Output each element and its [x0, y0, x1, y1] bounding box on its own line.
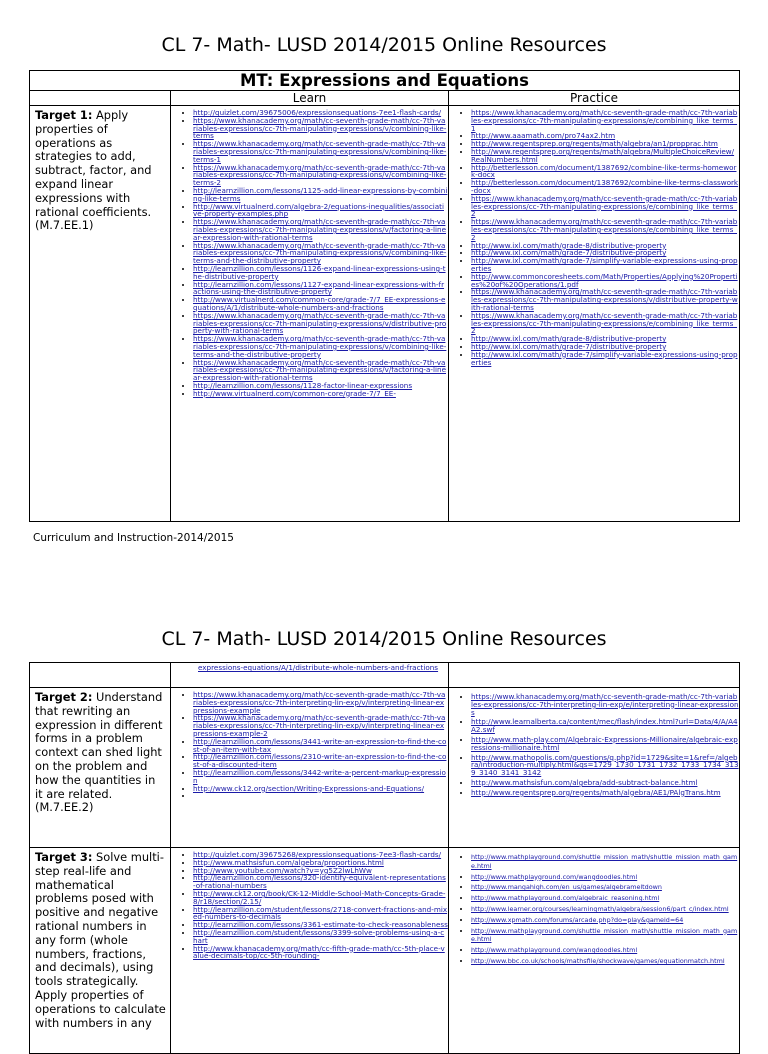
list-item — [471, 718, 739, 734]
target-2-description — [30, 688, 171, 848]
list-item — [471, 179, 739, 195]
list-item — [193, 187, 448, 203]
list-item — [471, 927, 739, 945]
link[interactable]: http://www.mangahigh.com/en_us/games/algebrameltdown — [471, 883, 662, 892]
list-item — [193, 265, 448, 281]
link[interactable]: http://www.virtualnerd.com/algebra-2/equations-inequalities/associative-property-examples.php — [193, 201, 444, 219]
target-text: Apply properties of operations as strategies to add, subtract, factor, and expand linear expressions with rational coefficients. (M.7.EE.1) — [35, 108, 152, 233]
list-item — [193, 164, 448, 187]
list-item — [193, 203, 448, 219]
link[interactable]: https://www.khanacademy.org/math/cc-seventh-grade-math/cc-7th-variables-expressions/cc-7th-manipulating-expressions/v/combining-like-terms — [193, 115, 447, 141]
link[interactable]: expressions-equations/A/1/distribute-whole-numbers-and-fractions — [198, 663, 439, 672]
link[interactable]: https://www.khanacademy.org/math/cc-seventh-grade-math/cc-7th-variables-expressions/cc-7th-manipulating-expressions/v/combining-like-terms-2 — [193, 162, 447, 188]
link[interactable]: http://www.mathsisfun.com/algebra/add-subtract-balance.html — [471, 777, 698, 787]
link[interactable]: https://www.khanacademy.org/math/cc-seventh-grade-math/cc-7th-variables-expressions/cc-7th-interpreting-lin-exp/v/interpreting-linear-expressions-example-2 — [193, 713, 446, 738]
link[interactable]: http://www.xpmath.com/forums/arcade.php?do=play&gameid=64 — [471, 915, 684, 924]
link[interactable]: http://www.khanacademy.org/math/cc-fifth-grade-math/cc-5th-place-value-decimals-top/cc-5th-rounding- — [193, 943, 445, 961]
list-item — [471, 736, 739, 752]
link[interactable]: http://www.mathplayground.com/shuttle_mission_math/shuttle_mission_math_game.html — [471, 853, 738, 870]
link[interactable]: http://www.mathplayground.com/wangdoodles.html — [471, 872, 638, 881]
list-item — [193, 390, 448, 398]
link[interactable]: http://www.bbc.co.uk/schools/mathsfile/shockwave/games/equationmatch.html — [471, 956, 725, 965]
list-item — [471, 946, 739, 955]
page-footer: Curriculum and Instruction-2014/2015 — [33, 532, 234, 544]
link[interactable]: http://www.ixl.com/math/grade-7/distributive-property — [471, 248, 667, 258]
list-item — [193, 714, 448, 737]
list-item — [193, 738, 448, 754]
list-item — [193, 359, 448, 382]
page-title: CL 7- Math- LUSD 2014/2015 Online Resources — [161, 628, 607, 650]
resources-table — [29, 70, 740, 522]
link[interactable]: http://learnzillion.com/lessons/3442-write-a-percent-markup-expression — [193, 767, 446, 785]
list-item — [471, 957, 739, 966]
link[interactable]: https://www.khanacademy.org/math/cc-seventh-grade-math/cc-7th-variables-expressions/cc-7th-manipulating-expressions/e/combining_like_terms_2 — [471, 310, 738, 336]
learn-link-list — [171, 109, 448, 397]
list-item — [471, 195, 739, 218]
section-heading: MT: Expressions and Equations — [30, 71, 740, 91]
link[interactable]: http://www.ck12.org/section/Writing-Expressions-and-Equations/ — [193, 783, 425, 793]
target-text: Solve multi-step real-life and mathematical problems posed with positive and negative rational numbers in any form (whole numbers, fractions, and decimals), using tools strategically. Apply properties of operations to calculate with numbers in any — [35, 850, 166, 1030]
link[interactable]: http://www.ixl.com/math/grade-7/simplify-variable-expressions-using-properties — [471, 256, 738, 273]
list-item — [471, 148, 739, 164]
learn-link-list — [171, 851, 448, 960]
list-item — [193, 281, 448, 297]
target-label: Target 2: — [35, 690, 93, 704]
link[interactable]: http://www.learner.org/courses/learningmath/algebra/session6/part_c/index.html — [471, 904, 729, 913]
link[interactable]: http://www.aaamath.com/pro74ax2.htm — [471, 131, 616, 141]
list-item — [471, 873, 739, 882]
list-item — [471, 693, 739, 716]
link[interactable]: https://www.khanacademy.org/math/cc-seventh-grade-math/cc-7th-variables-expressions/cc-7th-manipulating-expressions/v/distributive-property-with-rational-terms — [193, 310, 447, 336]
link[interactable]: http://learnzillion.com/student/lessons/3399-solve-problems-using-a-chart — [193, 927, 445, 945]
link[interactable]: http://quizlet.com/39675268/expressionsequations-7ee3-flash-cards/ — [193, 850, 442, 859]
list-item — [193, 242, 448, 265]
link[interactable]: http://www.regentsprep.org/regents/math/algebra/AE1/PAlgTrans.htm — [471, 787, 721, 797]
target-1-description — [30, 106, 171, 522]
list-item — [471, 351, 739, 367]
list-item — [193, 296, 448, 312]
list-item — [471, 883, 739, 892]
list-item — [193, 769, 448, 785]
page-title: CL 7- Math- LUSD 2014/2015 Online Resources — [161, 34, 607, 56]
resources-table — [29, 662, 740, 1054]
link[interactable]: https://www.khanacademy.org/math/cc-seventh-grade-math/cc-7th-variables-expressions/cc-7th-manipulating-expressions/v/distributive-property-with-rational-terms — [471, 287, 738, 312]
list-item — [193, 929, 448, 945]
list-item — [471, 257, 739, 273]
list-item — [471, 905, 739, 914]
list-item — [193, 117, 448, 140]
link[interactable]: http://www.mathplayground.com/algebraic_reasoning.html — [471, 894, 660, 903]
link[interactable]: http://learnzillion.com/lessons/1127-expand-linear-expressions-with-fractions-using-the-distributive-property — [193, 279, 445, 297]
link[interactable]: http://www.ixl.com/math/grade-7/distributive-property — [471, 341, 667, 351]
list-item — [471, 853, 739, 871]
practice-link-list — [449, 693, 739, 797]
list-item — [471, 754, 739, 777]
practice-link-list — [449, 109, 739, 366]
target-label: Target 3: — [35, 850, 93, 864]
link[interactable]: http://www.learnalberta.ca/content/mec/flash/index.html?url=Data/4/A/A4A2.swf — [471, 717, 738, 735]
link[interactable]: http://www.ck12.org/book/CK-12-Middle-School-Math-Concepts-Grade-8/r18/section/2.15/ — [193, 888, 446, 906]
link[interactable]: http://learnzillion.com/lessons/1128-factor-linear-expressions — [193, 380, 413, 390]
link[interactable]: http://www.ixl.com/math/grade-8/distributive-property — [471, 334, 667, 344]
list-item — [471, 218, 739, 241]
link[interactable]: http://learnzillion.com/lessons/1125-add-linear-expressions-by-combining-like-terms — [193, 185, 448, 203]
link[interactable]: https://www.khanacademy.org/math/cc-seventh-grade-math/cc-7th-variables-expressions/cc-7th-manipulating-expressions/e/combining_like_terms_1 — [471, 108, 738, 133]
link[interactable]: http://www.commoncoresheets.com/Math/Properties/Applying%20Properties%20of%20Operations/1.pdf — [471, 271, 738, 289]
list-item — [471, 789, 739, 797]
link[interactable]: http://www.youtube.com/watch?v=yg5Z2lwLhWw — [193, 865, 372, 875]
link[interactable]: http://www.mathsisfun.com/algebra/proportions.html — [193, 857, 384, 867]
list-item — [193, 785, 448, 793]
link[interactable]: https://www.khanacademy.org/math/cc-seventh-grade-math/cc-7th-variables-expressions/cc-7th-manipulating-expressions/v/factoring-a-linear-expression-with-rational-terms — [193, 357, 446, 383]
list-item — [193, 753, 448, 769]
learn-link-list — [171, 691, 448, 800]
list-item — [193, 312, 448, 335]
link[interactable]: http://learnzillion.com/lessons/3361-estimate-to-check-reasonableness — [193, 920, 448, 930]
list-item — [193, 906, 448, 922]
list-item — [471, 779, 739, 787]
link[interactable]: http://www.mathopolis.com/questions/q.php?id=1729&site=1&ref=/algebra/introduction-multiply.html&qs=1729_1730_1731_1732_1733_1734_3139_3140_3141_3142 — [471, 752, 739, 778]
link[interactable]: https://www.khanacademy.org/math/cc-seventh-grade-math/cc-7th-variables-expressions/cc-7th-manipulating-expressions/e/combining_like_terms_2 — [471, 217, 738, 242]
link[interactable]: http://www.virtualnerd.com/common-core/grade-7/7_EE-expressions-equations/A/1/distribute-whole-numbers-and-fractions — [193, 295, 446, 312]
practice-column-header: Practice — [449, 91, 740, 106]
link[interactable]: http://www.ixl.com/math/grade-8/distributive-property — [471, 240, 667, 250]
list-item — [471, 894, 739, 903]
link[interactable]: http://betterlesson.com/document/1387692/combine-like-terms-classwork-docx — [471, 178, 739, 195]
list-item — [471, 288, 739, 311]
link[interactable]: https://www.khanacademy.org/math/cc-seventh-grade-math/cc-7th-variables-expressions/cc-7th-manipulating-expressions/v/combining-like-terms-and-the-distributive-property — [193, 334, 447, 359]
target-text: Understand that rewriting an expression in different forms in a problem context can shed light on the problem and how the quantities in it are related. (M.7.EE.2) — [35, 690, 163, 815]
link[interactable]: https://www.khanacademy.org/math/cc-seventh-grade-math/cc-7th-variables-expressions/cc-7th-manipulating-expressions/e/combining_like_terms_2 — [471, 193, 738, 219]
link[interactable]: http://learnzillion.com/lessons/2310-write-an-expression-to-find-the-cost-of-a-discounted-item — [193, 752, 447, 770]
link[interactable]: http://www.mathplayground.com/wangdoodles.html — [471, 946, 638, 955]
link[interactable]: http://learnzillion.com/student/lessons/2718-convert-fractions-and-mixed-numbers-to-decimals — [193, 904, 448, 922]
list-item — [471, 312, 739, 335]
link[interactable]: https://www.khanacademy.org/math/cc-seventh-grade-math/cc-7th-variables-expressions/cc-7th-manipulating-expressions/v/combining-like-terms-and-the-distributive-property — [193, 240, 447, 266]
target-3-description — [30, 848, 171, 1054]
list-item — [193, 335, 448, 358]
link[interactable]: https://www.khanacademy.org/math/cc-seventh-grade-math/cc-7th-variables-expressions/cc-7th-manipulating-expressions/v/factoring-a-linear-expression-with-rational-terms — [193, 217, 446, 242]
list-item — [193, 140, 448, 163]
practice-link-list — [449, 853, 739, 966]
link[interactable]: https://www.khanacademy.org/math/cc-seventh-grade-math/cc-7th-variables-expressions/cc-7th-interpreting-lin-exp/e/interpreting-linear-expressions — [471, 692, 739, 717]
link[interactable]: http://learnzillion.com/lessons/320-identify-equivalent-representations-of-rational-numbers — [193, 873, 446, 891]
link[interactable]: http://www.regentsprep.org/regents/math/algebra/MultipleChoiceReview/RealNumbers.html — [471, 146, 735, 164]
list-item — [471, 273, 739, 289]
list-item — [193, 218, 448, 241]
link[interactable]: http://www.mathplayground.com/shuttle_mission_math/shuttle_mission_math_game.html — [471, 926, 738, 944]
link[interactable]: http://www.math-play.com/Algebraic-Expressions-Millionaire/algebraic-expressions-millionaire.html — [471, 734, 738, 752]
link[interactable]: http://learnzillion.com/lessons/1126-expand-linear-expressions-using-the-distributive-property — [193, 263, 446, 281]
learn-column-header: Learn — [171, 91, 449, 106]
link[interactable]: http://learnzillion.com/lessons/3441-write-an-expression-to-find-the-cost-of-an-item-with-tax — [193, 736, 447, 754]
list-item — [193, 691, 448, 714]
list-item — [471, 916, 739, 925]
list-item — [193, 890, 448, 906]
list-item — [471, 164, 739, 180]
list-item — [193, 945, 448, 961]
target-label: Target 1: — [35, 108, 93, 122]
link[interactable]: https://www.khanacademy.org/math/cc-seventh-grade-math/cc-7th-variables-expressions/cc-7th-interpreting-lin-exp/v/interpreting-linear-expressions-example — [193, 690, 446, 715]
link[interactable]: http://www.regentsprep.org/regents/math/algebra/an1/propprac.htm — [471, 139, 718, 149]
list-item — [193, 874, 448, 890]
link[interactable]: http://www.virtualnerd.com/common-core/grade-7/7_EE- — [193, 388, 396, 398]
link[interactable]: http://betterlesson.com/document/1387692/combine-like-terms-homework-docx — [471, 162, 737, 180]
list-item — [471, 109, 739, 132]
link[interactable]: https://www.khanacademy.org/math/cc-seventh-grade-math/cc-7th-variables-expressions/cc-7th-manipulating-expressions/v/combining-like-terms-1 — [193, 139, 447, 164]
link[interactable]: http://www.ixl.com/math/grade-7/simplify-variable-expressions-using-properties — [471, 349, 738, 367]
link[interactable]: http://quizlet.com/39675006/expressionsequations-7ee1-flash-cards/ — [193, 108, 442, 117]
list-item — [193, 792, 448, 800]
